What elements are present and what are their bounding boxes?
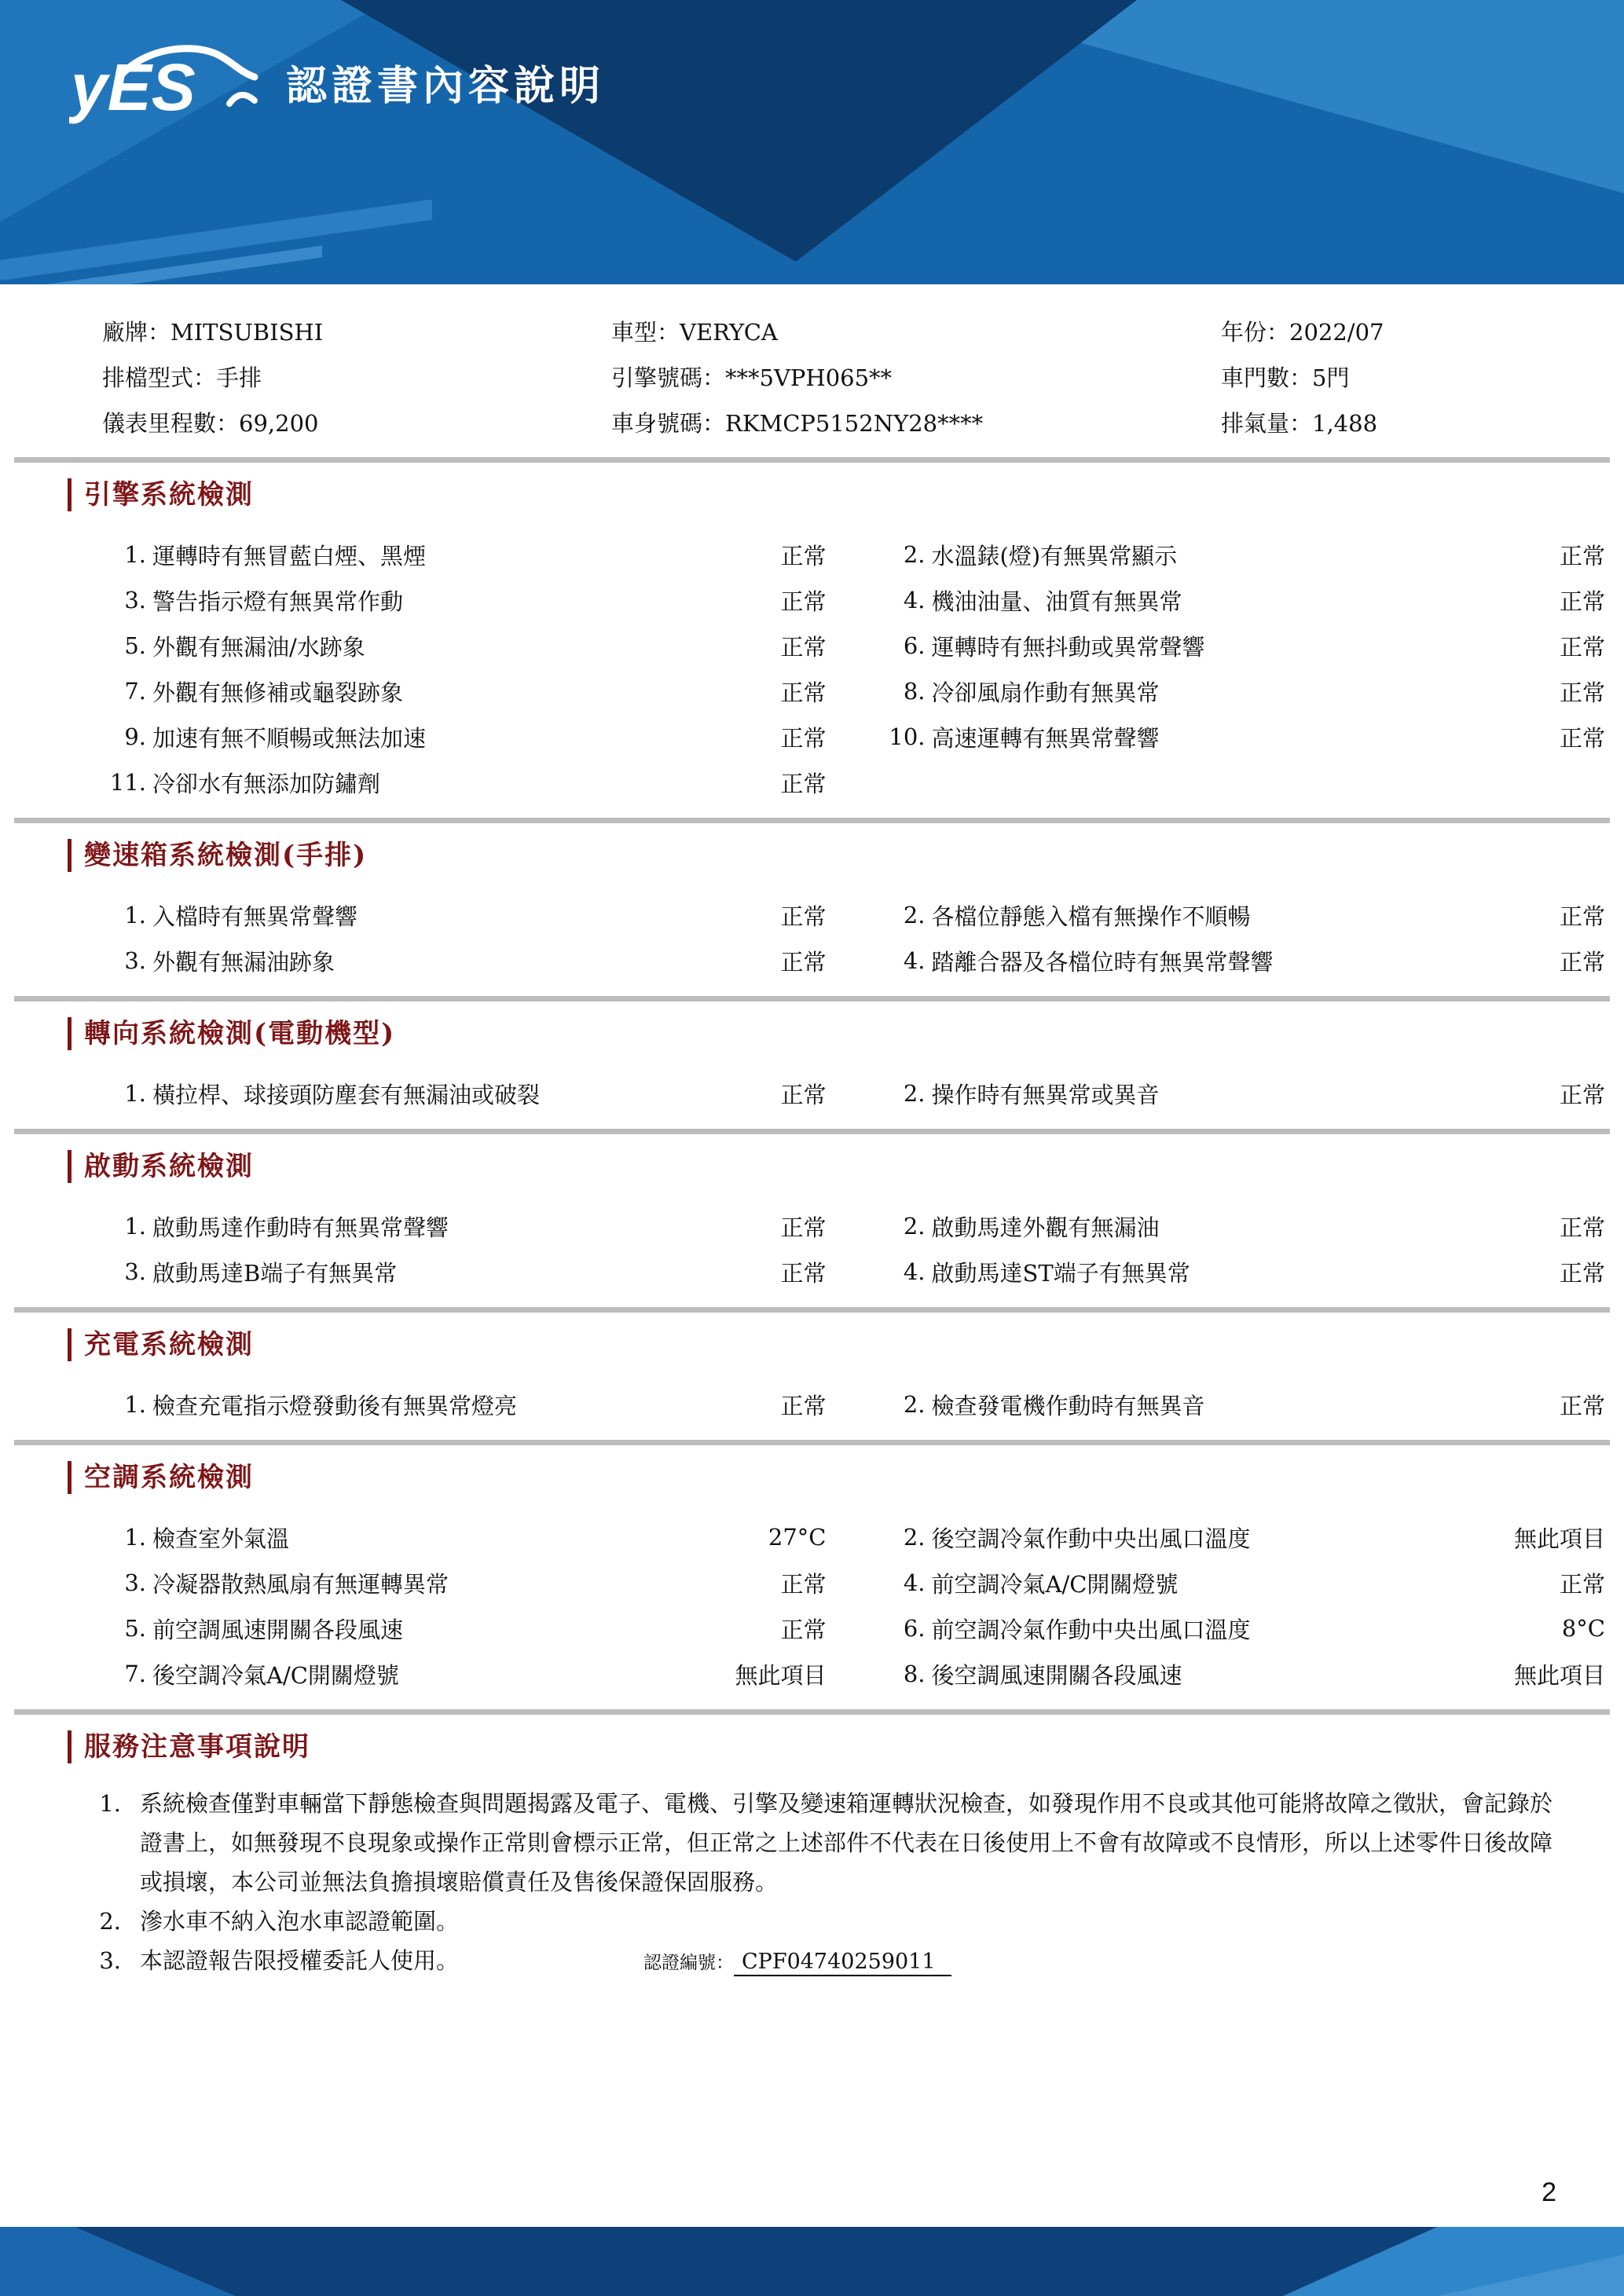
item-number: 2. [903, 902, 926, 928]
check-item [882, 1514, 1606, 1560]
item-result: 正常 [780, 588, 827, 615]
item-label: 運轉時有無冒藍白煙、黑煙 [152, 542, 427, 569]
item-number: 4. [903, 1258, 926, 1285]
item-label: 入檔時有無異常聲響 [152, 903, 358, 930]
check-item [882, 1249, 1606, 1294]
item-number: 8. [903, 1661, 926, 1687]
check-item [882, 714, 1606, 760]
item-label: 後空調風速開關各段風速 [931, 1661, 1182, 1689]
page-header [0, 0, 1624, 284]
item-result: 正常 [780, 542, 827, 569]
section-ac [0, 1461, 1624, 1697]
item-result: 8°C [1561, 1615, 1605, 1642]
certificate-number-label: 認證編號： [643, 1953, 735, 1973]
check-item [882, 1651, 1606, 1697]
item-number: 9. [124, 723, 146, 750]
item-result: 正常 [780, 1214, 827, 1241]
item-result: 正常 [780, 724, 827, 752]
item-label: 外觀有無漏油/水跡象 [152, 633, 365, 661]
note-number: 2. [99, 1908, 121, 1935]
item-number: 1. [124, 1080, 146, 1107]
yes-logo [69, 38, 266, 126]
vehicle-info-cell: 排氣量：1,488 [1221, 409, 1378, 437]
section-title: 轉向系統檢測(電動機型) [68, 1017, 1624, 1050]
page-number: 2 [1542, 2177, 1556, 2207]
item-label: 水溫錶(燈)有無異常顯示 [931, 542, 1178, 569]
section-engine [0, 478, 1624, 805]
check-item [882, 1071, 1606, 1116]
item-result: 27°C [768, 1524, 827, 1551]
vehicle-info-cell: 引擎號碼：***5VPH065** [611, 364, 893, 391]
item-label: 外觀有無修補或龜裂跡象 [152, 679, 404, 706]
item-label: 檢查充電指示燈發動後有無異常燈亮 [152, 1392, 518, 1419]
item-label: 前空調冷氣作動中央出風口溫度 [931, 1616, 1251, 1643]
footer-shape-dark [0, 2227, 1624, 2296]
section-starter [0, 1150, 1624, 1294]
item-label: 啟動馬達ST端子有無異常 [931, 1259, 1190, 1287]
section-charging [0, 1328, 1624, 1427]
check-items [0, 1382, 1624, 1427]
item-result: 正常 [1559, 1081, 1605, 1108]
section-title: 空調系統檢測 [68, 1461, 1624, 1494]
item-number: 1. [124, 1391, 146, 1418]
item-number: 5. [124, 1615, 146, 1642]
vehicle-info-cell: 儀表里程數：69,200 [102, 409, 319, 437]
note-text: 滲水車不納入泡水車認證範圍。 [140, 1908, 460, 1935]
section-title: 啟動系統檢測 [68, 1150, 1624, 1183]
check-item [102, 1071, 827, 1116]
section-title: 引擎系統檢測 [68, 478, 1624, 511]
check-item [102, 760, 827, 805]
vehicle-info-cell: 車門數：5門 [1221, 364, 1350, 391]
item-number: 1. [124, 1524, 146, 1551]
item-result: 正常 [1559, 948, 1605, 976]
check-item [882, 1382, 1606, 1427]
section-title: 變速箱系統檢測(手排) [68, 839, 1624, 872]
certificate-number-field [643, 1941, 951, 1983]
item-result: 正常 [780, 1259, 827, 1287]
item-number: 7. [124, 1661, 146, 1687]
item-result: 無此項目 [735, 1661, 827, 1689]
note-text: 本認證報告限授權委託人使用。 [140, 1947, 460, 1974]
item-label: 加速有無不順暢或無法加速 [152, 724, 427, 752]
notes-list [0, 1784, 1624, 1983]
item-number: 4. [903, 1569, 926, 1596]
item-label: 檢查發電機作動時有無異音 [931, 1392, 1205, 1419]
item-result: 正常 [780, 903, 827, 930]
item-label: 啟動馬達作動時有無異常聲響 [152, 1214, 449, 1241]
item-number: 5. [124, 632, 146, 659]
check-item [882, 1606, 1606, 1651]
check-item [102, 892, 827, 938]
check-item [102, 623, 827, 668]
item-label: 啟動馬達外觀有無漏油 [931, 1214, 1160, 1241]
item-result: 正常 [780, 679, 827, 706]
item-label: 操作時有無異常或異音 [931, 1081, 1160, 1108]
item-number: 3. [124, 1569, 146, 1596]
vehicle-info-cell: 車型：VERYCA [611, 318, 778, 346]
item-result: 正常 [1559, 633, 1605, 661]
check-item [102, 1382, 827, 1427]
header-content [69, 38, 605, 126]
item-label: 冷凝器散熱風扇有無運轉異常 [152, 1570, 449, 1598]
item-result: 無此項目 [1513, 1525, 1605, 1552]
item-result: 正常 [780, 770, 827, 797]
item-result: 正常 [780, 1392, 827, 1419]
item-result: 正常 [1559, 542, 1605, 569]
car-rear-arch-icon [229, 95, 255, 104]
item-result: 正常 [780, 1570, 827, 1598]
certificate-number-value: CPF04740259011 [734, 1950, 951, 1976]
item-number: 4. [903, 947, 926, 974]
item-label: 後空調冷氣A/C開關燈號 [152, 1661, 399, 1689]
section-divider [14, 457, 1610, 463]
section-steering [0, 1017, 1624, 1116]
check-items [0, 532, 1624, 805]
check-item [102, 1203, 827, 1249]
item-result: 正常 [780, 1081, 827, 1108]
check-item [102, 1560, 827, 1606]
check-item [882, 938, 1606, 983]
vehicle-info [0, 284, 1624, 445]
check-item [102, 668, 827, 714]
item-label: 運轉時有無抖動或異常聲響 [931, 633, 1205, 661]
check-item [102, 714, 827, 760]
check-item [102, 938, 827, 983]
section-divider [14, 996, 1610, 1002]
note-text: 系統檢查僅對車輛當下靜態檢查與問題揭露及電子、電機、引擎及變速箱運轉狀況檢查，如發現作用不良或其他可能將故障之徵狀，會記錄於證書上，如無發現不良現象或操作正常則會標示正常，但正常之上述部件不代表在日後使用上不會有故障或不良情形，所以上述零件日後故障或損壞，本公司並無法負擔損壞賠償責任及售後保證保固服務。 [140, 1790, 1553, 1895]
section-divider [14, 1129, 1610, 1134]
item-number: 3. [124, 587, 146, 613]
item-number: 2. [903, 1524, 926, 1551]
check-item [882, 532, 1606, 577]
item-number: 3. [124, 947, 146, 974]
item-result: 正常 [780, 1616, 827, 1643]
item-number: 1. [124, 902, 146, 928]
page-footer [0, 2227, 1624, 2296]
item-number: 6. [903, 1615, 926, 1642]
logo-text: yES [71, 50, 196, 124]
vehicle-info-cell: 排檔型式：手排 [102, 364, 262, 391]
check-item [102, 1514, 827, 1560]
item-result: 正常 [1559, 1570, 1605, 1598]
section-divider [14, 1440, 1610, 1445]
item-label: 前空調冷氣A/C開關燈號 [931, 1570, 1179, 1598]
check-items [0, 1514, 1624, 1697]
check-item [882, 892, 1606, 938]
item-number: 3. [124, 1258, 146, 1285]
check-items [0, 1071, 1624, 1116]
check-item [882, 668, 1606, 714]
check-item [102, 1606, 827, 1651]
section-divider [14, 1709, 1610, 1715]
note-number: 3. [99, 1947, 121, 1974]
section-transmission [0, 839, 1624, 983]
vehicle-info-cell: 車身號碼：RKMCP5152NY28**** [611, 409, 984, 437]
item-label: 檢查室外氣溫 [152, 1525, 290, 1552]
item-label: 橫拉桿、球接頭防塵套有無漏油或破裂 [152, 1081, 541, 1108]
item-label: 高速運轉有無異常聲響 [931, 724, 1160, 752]
item-number: 2. [903, 1213, 926, 1240]
item-number: 2. [903, 1391, 926, 1418]
item-number: 2. [903, 541, 926, 568]
item-number: 1. [124, 1213, 146, 1240]
check-item [882, 1560, 1606, 1606]
item-label: 後空調冷氣作動中央出風口溫度 [931, 1525, 1251, 1552]
item-number: 2. [903, 1080, 926, 1107]
check-item [102, 1249, 827, 1294]
section-title: 服務注意事項說明 [68, 1730, 1624, 1763]
vehicle-info-cell: 廠牌：MITSUBISHI [102, 318, 324, 346]
item-result: 正常 [1559, 724, 1605, 752]
check-item [882, 577, 1606, 623]
check-item [102, 532, 827, 577]
note-item [79, 1902, 1553, 1941]
note-item [79, 1784, 1553, 1902]
item-label: 踏離合器及各檔位時有無異常聲響 [931, 948, 1274, 976]
item-result: 正常 [1559, 1214, 1605, 1241]
item-number: 8. [903, 678, 926, 705]
item-result: 正常 [1559, 588, 1605, 615]
check-item [882, 623, 1606, 668]
page-title: 認證書內容說明 [286, 63, 606, 109]
section-divider [14, 1307, 1610, 1313]
item-number: 1. [124, 541, 146, 568]
item-result: 無此項目 [1513, 1661, 1605, 1689]
vehicle-info-cell: 年份：2022/07 [1221, 318, 1384, 346]
item-label: 各檔位靜態入檔有無操作不順暢 [931, 903, 1251, 930]
item-label: 冷卻水有無添加防鏽劑 [152, 770, 381, 797]
item-result: 正常 [780, 948, 827, 976]
item-number: 4. [903, 587, 926, 613]
item-label: 機油油量、油質有無異常 [931, 588, 1182, 615]
item-label: 啟動馬達B端子有無異常 [152, 1259, 398, 1287]
item-number: 7. [124, 678, 146, 705]
item-label: 警告指示燈有無異常作動 [152, 588, 404, 615]
check-item [102, 577, 827, 623]
check-items [0, 892, 1624, 983]
item-result: 正常 [1559, 679, 1605, 706]
item-result: 正常 [1559, 903, 1605, 930]
check-item [882, 1203, 1606, 1249]
note-item [79, 1941, 1553, 1983]
check-item [102, 1651, 827, 1697]
item-label: 前空調風速開關各段風速 [152, 1616, 404, 1643]
item-label: 冷卻風扇作動有無異常 [931, 679, 1160, 706]
item-result: 正常 [780, 633, 827, 661]
section-service-notes [0, 1730, 1624, 1983]
item-label: 外觀有無漏油跡象 [152, 948, 335, 976]
check-items [0, 1203, 1624, 1294]
section-divider [14, 818, 1610, 823]
item-number: 10. [889, 723, 926, 750]
section-title: 充電系統檢測 [68, 1328, 1624, 1361]
item-result: 正常 [1559, 1392, 1605, 1419]
note-number: 1. [99, 1790, 121, 1817]
item-number: 6. [903, 632, 926, 659]
item-number: 11. [109, 769, 146, 796]
item-result: 正常 [1559, 1259, 1605, 1287]
